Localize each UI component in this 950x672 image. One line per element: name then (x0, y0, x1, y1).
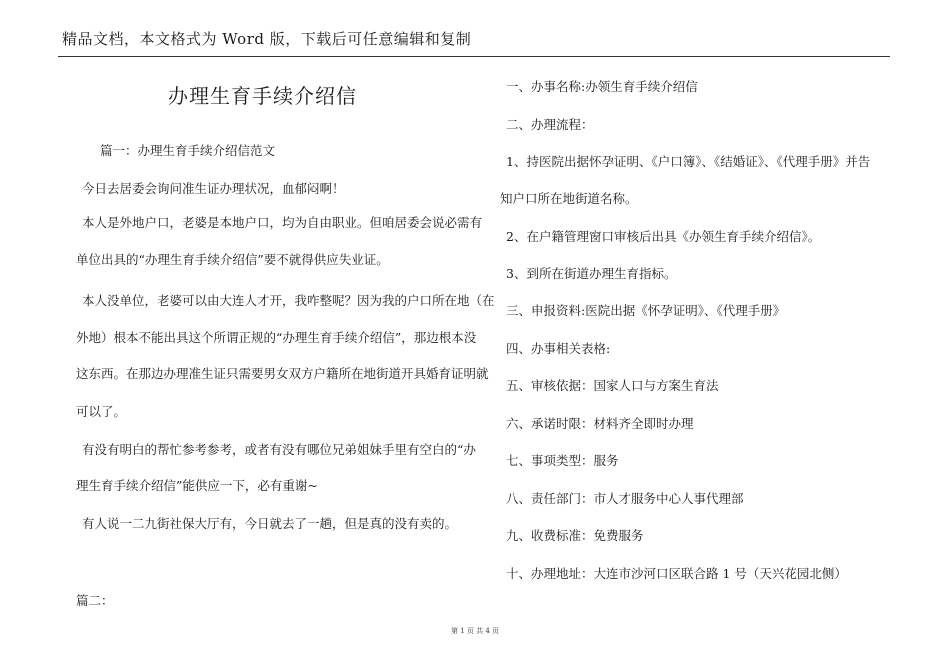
paragraph-line: 外地）根本不能出具这个所谓正规的“办理生育手续介绍信”，那边根本没 (76, 330, 477, 345)
paragraph-line: 本人没单位，老婆可以由大连人才开，我咋整呢？因为我的户口所在地（在 (82, 293, 495, 308)
paragraph-line: 有没有明白的帮忙参考参考，或者有没有哪位兄弟姐妹手里有空白的“办 (82, 442, 476, 457)
list-item: 九、收费标准：免费服务 (506, 528, 644, 543)
paragraph-line: 有人说一二九街社保大厅有，今日就去了一趟，但是真的没有卖的。 (82, 516, 458, 531)
paragraph-line: 这东西。在那边办理准生证只需要男女双方户籍所在地街道开具婚育证明就 (76, 366, 489, 381)
list-item: 三、申报资料:医院出据《怀孕证明》、《代理手册》 (506, 303, 786, 318)
list-item: 2、在户籍管理窗口审核后出具《办领生育手续介绍信》。 (506, 229, 821, 244)
list-item: 1、持医院出据怀孕证明、《户口簿》、《结婚证》、《代理手册》并告 (506, 154, 871, 169)
list-item: 知户口所在地街道名称。 (500, 191, 638, 206)
paragraph-line: 今日去居委会询问准生证办理状况，血郁闷啊！ (82, 181, 345, 196)
list-item: 四、办事相关表格: (506, 341, 611, 356)
document-header (58, 22, 890, 57)
document-title: 办理生育手续介绍信 (168, 84, 357, 108)
list-item: 3、到所在街道办理生育指标。 (506, 266, 677, 281)
page-number: 第 1 页 共 4 页 (450, 627, 500, 635)
paragraph-line: 理生育手续介绍信”能供应一下，必有重谢~ (76, 478, 318, 493)
list-item: 五、审核依据：国家人口与方案生育法 (506, 378, 719, 393)
list-item: 二、办理流程： (506, 117, 594, 132)
list-item: 八、责任部门：市人才服务中心人事代理部 (506, 491, 744, 506)
section-heading: 篇二： (76, 593, 114, 608)
paragraph-line: 篇一：办理生育手续介绍信范文 (100, 143, 276, 158)
list-item: 一、办事名称:办领生育手续介绍信 (506, 79, 698, 94)
header-text: 精品文档，本文格式为 Word 版，下载后可任意编辑和复制 (62, 30, 472, 48)
paragraph-line: 单位出具的“办理生育手续介绍信”要不就得供应失业证。 (76, 252, 389, 267)
list-item: 七、事项类型：服务 (506, 453, 619, 468)
list-item: 六、承诺时限：材料齐全即时办理 (506, 416, 694, 431)
paragraph-line: 可以了。 (76, 404, 127, 419)
paragraph-line: 本人是外地户口，老婆是本地户口，均为自由职业。但咱居委会说必需有 (82, 215, 483, 230)
list-item: 十、办理地址：大连市沙河口区联合路 1 号（天兴花园北侧） (506, 566, 847, 581)
